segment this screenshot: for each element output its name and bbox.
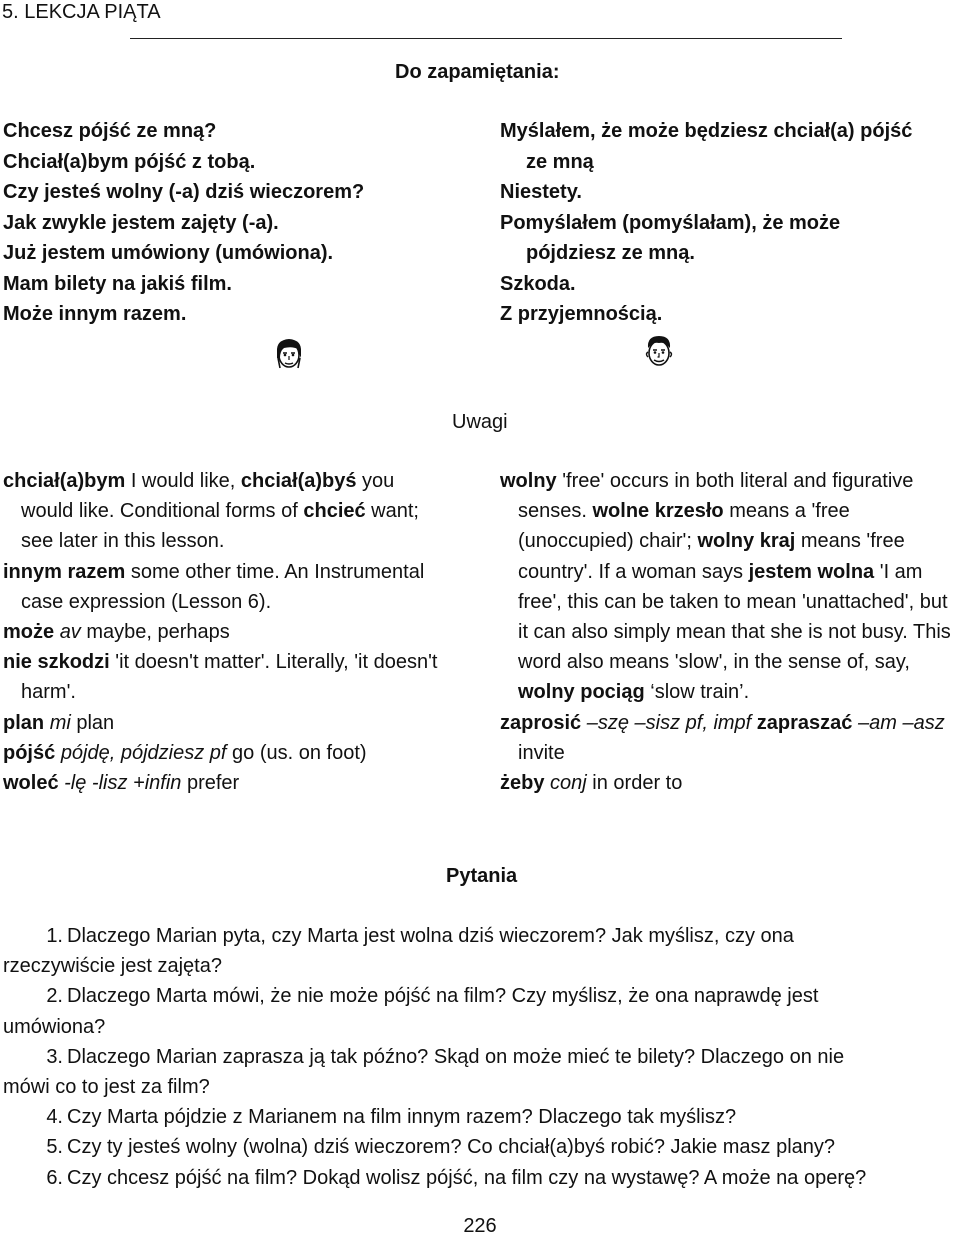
dialogue-line: Może innym razem. [3, 303, 187, 325]
question-item: 5. Czy ty jesteś wolny (wolna) dziś wieczorem? Co chciał(a)byś robić? Jakie masz plany? [46, 1136, 836, 1159]
dialogue-line: Mam bilety na jakiś film. [3, 272, 232, 295]
note-entry: wolny 'free' occurs in both literal and figurative senses. wolne krzesło means a 'free (unoccupied) chair'; wolny kraj means 'free country'. If a woman says jestem wolna 'I am free', this can be taken to mean 'unattached', but it can also simply mean that she is not busy. This word also means 'slow', in the sense of, say, wolny pociąg ‘slow train’. [500, 470, 951, 704]
dialogue-line: Szkoda. [500, 272, 576, 295]
dialogue-line: Pomyślałem (pomyślałam), że może [500, 211, 841, 234]
notes-title: Uwagi [452, 411, 508, 433]
notes-left-column [3, 466, 443, 798]
note-entry: woleć -lę -lisz +infin prefer [3, 772, 240, 795]
header-rule [130, 38, 842, 39]
dialogue-left-column [3, 116, 443, 330]
question-continuation: mówi co to jest za film? [3, 1076, 210, 1099]
dialogue-line: Czy jesteś wolny (-a) dziś wieczorem? [3, 181, 365, 203]
lesson-header: 5. LEKCJA PIĄTA [2, 1, 161, 23]
dialogue-line: Chcesz pójść ze mną? [3, 120, 217, 142]
dialogue-line: Niestety. [500, 181, 582, 203]
note-entry: chciał(a)bym I would like, chciał(a)byś you would like. Conditional forms of chcieć want; see later in this lesson. [3, 470, 419, 553]
dialogue-right-column [500, 116, 958, 330]
dialogue-line: Myślałem, że może będziesz chciał(a) pójść [500, 120, 913, 142]
note-entry: pójść pójdę, pójdziesz pf go (us. on foot) [3, 741, 367, 764]
question-continuation: rzeczywiście jest zajęta? [3, 955, 222, 978]
question-item: 4. Czy Marta pójdzie z Marianem na film innym razem? Dlaczego tak myślisz? [46, 1106, 737, 1129]
question-item: 6. Czy chcesz pójść na film? Dokąd wolisz pójść, na film czy na wystawę? A może na operę? [46, 1166, 867, 1189]
dialogue-line: Już jestem umówiony (umówiona). [3, 242, 334, 264]
note-entry: nie szkodzi 'it doesn't matter'. Literally, 'it doesn't harm'. [3, 651, 438, 704]
female-face-icon [272, 336, 306, 370]
dialogue-line: Chciał(a)bym pójść z tobą. [3, 150, 256, 173]
note-entry: może av maybe, perhaps [3, 621, 230, 644]
memorize-title: Do zapamiętania: [395, 61, 560, 83]
questions-title: Pytania [446, 865, 518, 887]
notes-right-column [500, 466, 960, 798]
questions-list [3, 921, 958, 1193]
note-entry: innym razem some other time. An Instrumental case expression (Lesson 6). [3, 560, 425, 613]
question-continuation: umówiona? [3, 1015, 106, 1038]
note-entry: żeby conj in order to [500, 772, 683, 795]
question-item: 1. Dlaczego Marian pyta, czy Marta jest wolna dziś wieczorem? Jak myślisz, czy ona [46, 925, 794, 947]
note-entry: zaprosić –szę –sisz pf, impf zapraszać –am –asz invite [500, 711, 945, 764]
note-entry: plan mi plan [3, 711, 115, 734]
question-item: 3. Dlaczego Marian zaprasza ją tak późno? Skąd on może mieć te bilety? Dlaczego on nie [46, 1045, 845, 1068]
male-face-icon [642, 334, 676, 368]
page-number: 226 [463, 1215, 497, 1237]
question-item: 2. Dlaczego Marta mówi, że nie może pójść na film? Czy myślisz, że ona naprawdę jest [46, 985, 819, 1008]
dialogue-line: ze mną [526, 150, 594, 173]
dialogue-line: pójdziesz ze mną. [526, 242, 695, 264]
dialogue-line: Jak zwykle jestem zajęty (-a). [3, 211, 279, 234]
dialogue-line: Z przyjemnością. [500, 303, 663, 325]
